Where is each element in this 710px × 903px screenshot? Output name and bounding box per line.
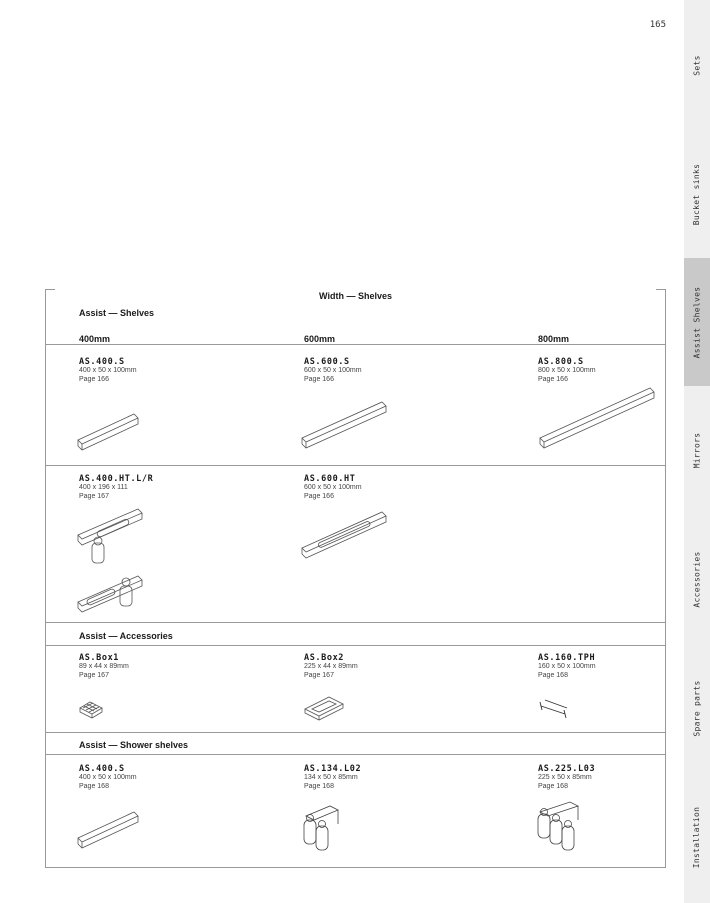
- section-title-accessories: Assist — Accessories: [79, 631, 173, 641]
- box-grid-icon: [78, 698, 104, 720]
- page-reference[interactable]: Page 167: [79, 671, 109, 679]
- product-item[interactable]: [538, 653, 710, 680]
- product-code: AS.225.L03: [538, 764, 596, 774]
- tab-spare-parts[interactable]: Spare parts: [692, 679, 702, 737]
- divider: [45, 732, 666, 733]
- product-item[interactable]: [538, 357, 710, 384]
- product-dimensions: 600 x 50 x 100mm: [304, 367, 362, 374]
- page-number: 165: [649, 20, 666, 30]
- product-code: AS.600.S: [304, 357, 350, 367]
- product-item[interactable]: [538, 764, 710, 791]
- tab-installation[interactable]: Installation: [692, 806, 702, 869]
- frame-corner: [656, 289, 666, 290]
- three-bottle-holder-icon: [534, 800, 584, 856]
- product-item[interactable]: [79, 474, 259, 501]
- product-dimensions: 400 x 50 x 100mm: [79, 774, 137, 781]
- product-item[interactable]: [79, 653, 259, 680]
- product-dimensions: 600 x 50 x 100mm: [304, 484, 362, 491]
- page-reference[interactable]: Page 166: [304, 492, 334, 500]
- page-reference[interactable]: Page 166: [304, 375, 334, 383]
- long-shelf-icon: [538, 384, 658, 450]
- tab-mirrors[interactable]: Mirrors: [692, 432, 702, 468]
- product-dimensions: 225 x 44 x 89mm: [304, 663, 358, 670]
- column-header-800: 800mm: [538, 334, 570, 344]
- product-item[interactable]: [304, 764, 484, 791]
- product-dimensions: 225 x 50 x 85mm: [538, 774, 592, 781]
- tab-bucket-sinks[interactable]: Bucket sinks: [692, 163, 702, 225]
- tab-accessories[interactable]: Accessories: [692, 550, 702, 608]
- page-reference[interactable]: Page 168: [538, 671, 568, 679]
- product-item[interactable]: [304, 357, 484, 384]
- page-reference[interactable]: Page 168: [538, 782, 568, 790]
- table-header: Width — Shelves: [319, 291, 392, 301]
- divider: [45, 754, 666, 755]
- product-dimensions: 89 x 44 x 89mm: [79, 663, 129, 670]
- product-code: AS.400.S: [79, 357, 125, 367]
- page-reference[interactable]: Page 168: [304, 782, 334, 790]
- page-reference[interactable]: Page 168: [79, 782, 109, 790]
- product-item[interactable]: [304, 474, 484, 501]
- product-dimensions: 400 x 196 x 111: [79, 484, 128, 491]
- frame-corner: [45, 289, 55, 290]
- short-shelf-icon: [76, 808, 140, 848]
- page-reference[interactable]: Page 166: [538, 375, 568, 383]
- short-shelf-icon: [76, 410, 140, 450]
- product-code: AS.800.S: [538, 357, 584, 367]
- column-header-400: 400mm: [79, 334, 111, 344]
- product-item[interactable]: [79, 357, 259, 384]
- product-item[interactable]: [304, 653, 484, 680]
- product-code: AS.134.L02: [304, 764, 362, 774]
- shelf-with-slot-icon: [300, 508, 390, 560]
- divider: [45, 465, 666, 466]
- shelf-with-bottle-holder-icon: [76, 505, 148, 567]
- section-title-shower-shelves: Assist — Shower shelves: [79, 740, 189, 750]
- product-code: AS.160.TPH: [538, 653, 596, 663]
- product-dimensions: 800 x 50 x 100mm: [538, 367, 596, 374]
- product-code: AS.400.HT.L/R: [79, 474, 154, 484]
- tab-assist-shelves[interactable]: Assist Shelves: [684, 258, 710, 386]
- section-title-shelves: Assist — Shelves: [79, 308, 155, 318]
- divider: [45, 344, 666, 345]
- page-reference[interactable]: Page 167: [304, 671, 334, 679]
- column-header-600: 600mm: [304, 334, 336, 344]
- box-tray-icon: [303, 693, 347, 721]
- product-code: AS.400.S: [79, 764, 125, 774]
- shelf-with-bottle-holder-icon: [76, 572, 148, 614]
- divider: [45, 622, 666, 623]
- medium-shelf-icon: [300, 398, 390, 450]
- product-code: AS.Box2: [304, 653, 345, 663]
- divider: [45, 645, 666, 646]
- tab-sets[interactable]: Sets: [692, 54, 702, 76]
- product-dimensions: 134 x 50 x 85mm: [304, 774, 358, 781]
- product-code: AS.Box1: [79, 653, 120, 663]
- product-dimensions: 160 x 50 x 100mm: [538, 663, 596, 670]
- page-reference[interactable]: Page 166: [79, 375, 109, 383]
- two-bottle-holder-icon: [300, 802, 346, 854]
- product-item[interactable]: [79, 764, 259, 791]
- product-dimensions: 400 x 50 x 100mm: [79, 367, 137, 374]
- product-code: AS.600.HT: [304, 474, 356, 484]
- toilet-paper-holder-icon: [537, 698, 571, 720]
- page-reference[interactable]: Page 167: [79, 492, 109, 500]
